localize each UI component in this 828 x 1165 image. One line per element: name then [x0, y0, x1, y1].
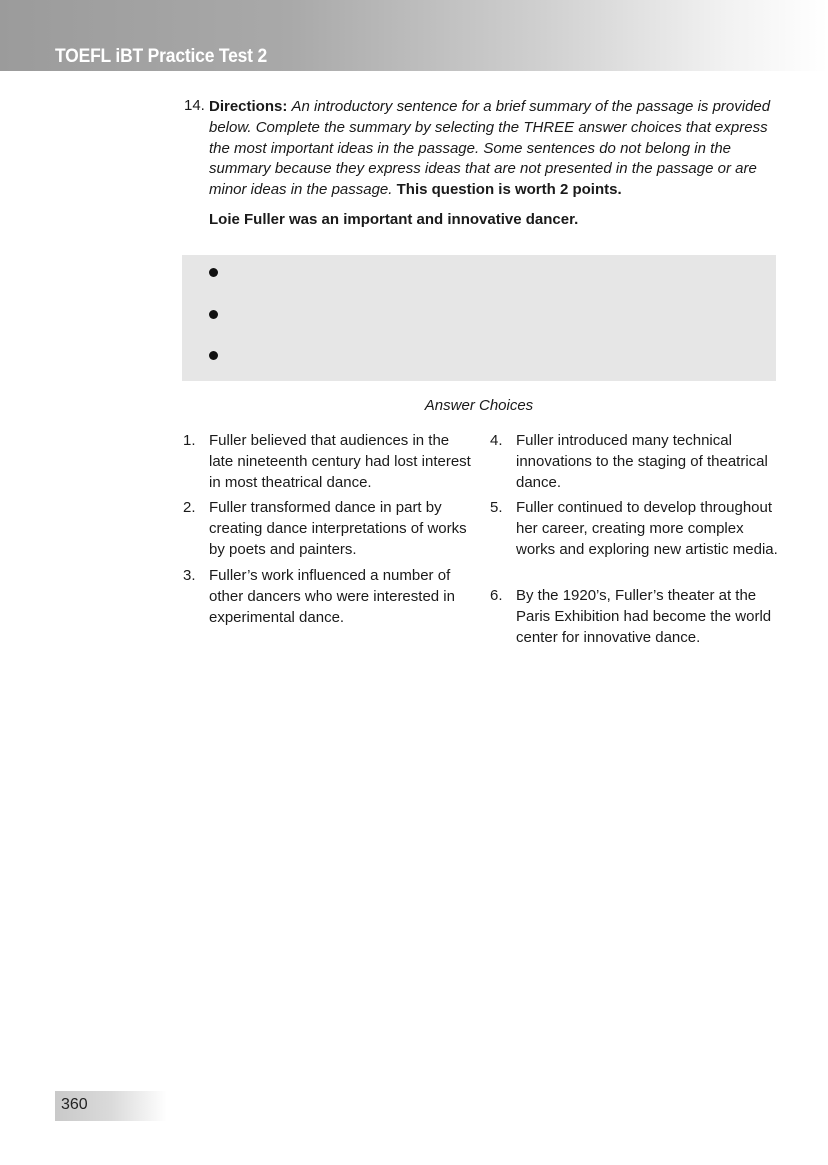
choice-number: 5.: [490, 499, 503, 516]
answer-choices-heading: Answer Choices: [424, 397, 534, 414]
choice-number: 1.: [183, 432, 196, 449]
choice-text: Fuller introduced many technical innovations to the staging of theatrical dance.: [516, 432, 768, 491]
intro-sentence: Loie Fuller was an important and innovative dancer.: [209, 211, 579, 228]
directions-text: An introductory sentence for a brief summary of the passage is provided below. Complete the summary by selecting the THREE answer choices that express the most important ideas in the passage. Some sentences do not belong in the summary because they express ideas that are not presented in the passage or are minor ideas in the passage.: [209, 98, 771, 199]
choice-text: Fuller transformed dance in part by creating dance interpretations of works by poets and painters.: [209, 499, 467, 558]
choice-text: Fuller believed that audiences in the late nineteenth century had lost interest in most theatrical dance.: [209, 432, 471, 491]
page-title: TOEFL iBT Practice Test 2: [55, 46, 268, 67]
choice-number: 6.: [490, 587, 503, 604]
page-number: 360: [61, 1096, 88, 1113]
page-number-band: [55, 1091, 167, 1121]
summary-slot-1[interactable]: [209, 268, 218, 277]
choice-text: Fuller continued to develop throughout her career, creating more complex works and exploring new artistic media.: [516, 499, 778, 558]
choice-text: By the 1920’s, Fuller’s theater at the Paris Exhibition had become the world center for innovative dance.: [516, 587, 772, 646]
directions: [209, 97, 781, 201]
points-text: This question is worth 2 points.: [396, 181, 622, 199]
question-number: 14.: [184, 97, 205, 114]
directions-label: Directions:: [209, 98, 288, 115]
summary-slot-3[interactable]: [209, 351, 218, 360]
choice-number: 2.: [183, 499, 196, 516]
summary-slot-2[interactable]: [209, 310, 218, 319]
choice-text: Fuller’s work influenced a number of other dancers who were interested in experimental dance.: [209, 567, 455, 626]
choice-number: 3.: [183, 567, 196, 584]
choice-number: 4.: [490, 432, 503, 449]
summary-drop-area[interactable]: [182, 255, 776, 381]
